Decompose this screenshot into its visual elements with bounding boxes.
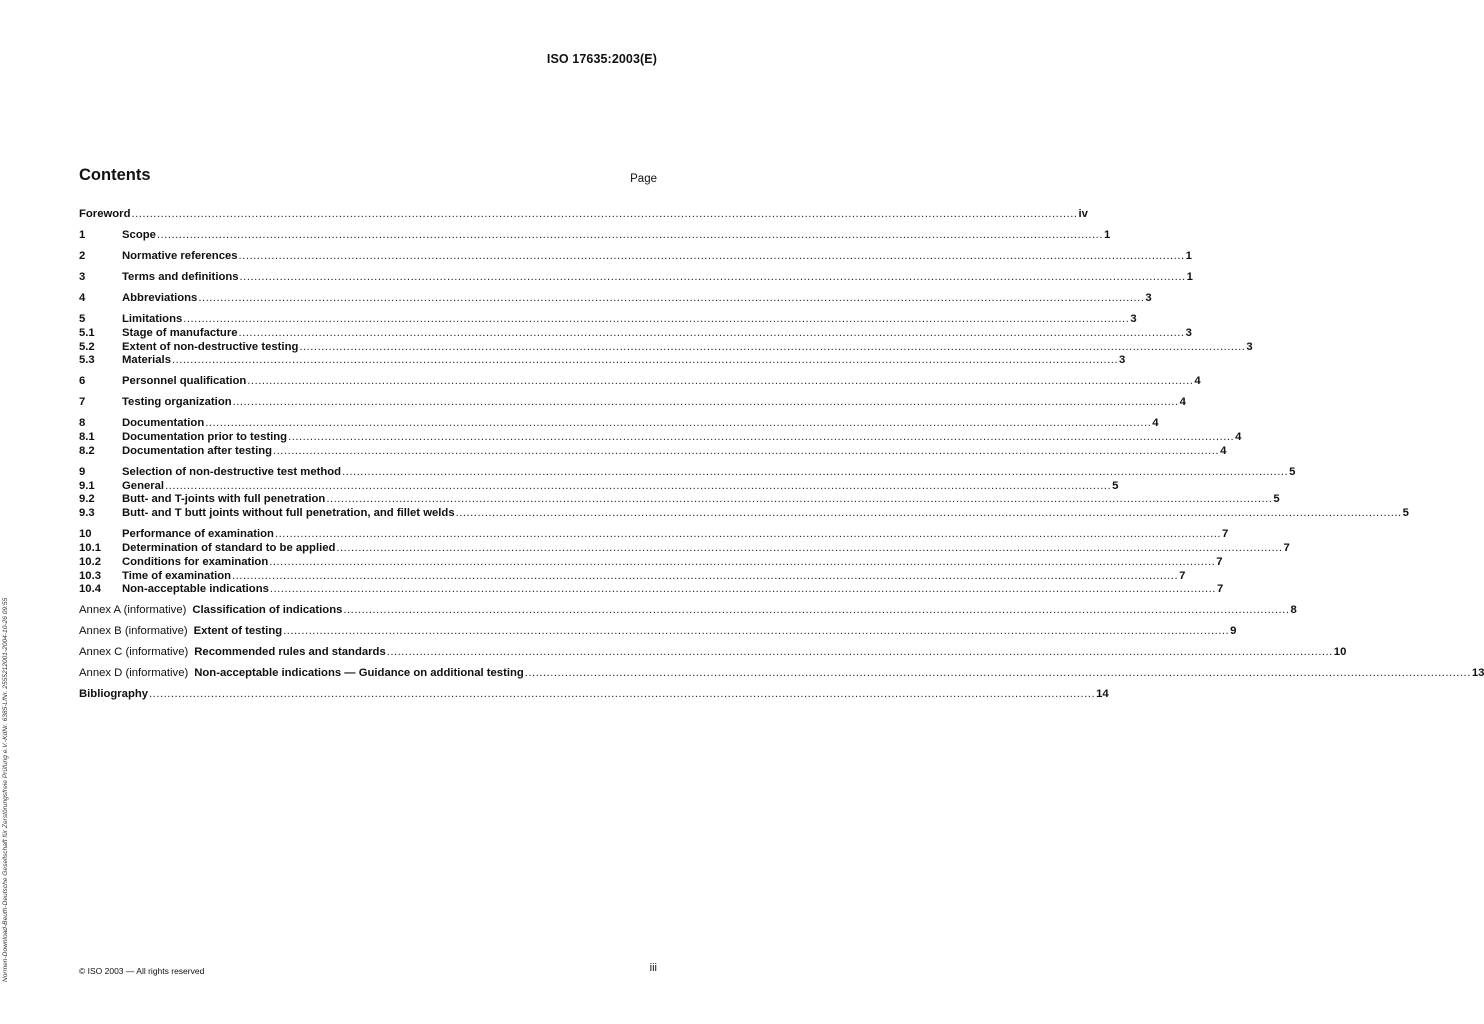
toc-entry-page: 1 [1103, 228, 1111, 241]
toc-entry-number: 10.4 [79, 583, 101, 596]
toc-entry[interactable] [79, 569, 1186, 584]
toc-entry[interactable] [79, 507, 1409, 521]
toc-entry-number: 9.3 [79, 507, 95, 520]
dot-leader: .................................................................................................................................................................................................................................................................... [171, 354, 1119, 367]
toc-entry-annex: Annex D (informative) [79, 667, 189, 680]
toc-entry[interactable] [79, 228, 1111, 243]
table-of-contents [79, 208, 1484, 702]
toc-entry-page: iv [1078, 208, 1088, 220]
toc-entry-number: 1 [79, 228, 86, 241]
toc-entry-page: 9 [1230, 625, 1237, 638]
toc-entry-title: Terms and definitions [122, 270, 239, 283]
toc-entry-title: Foreword [79, 208, 131, 220]
toc-entry-title: Classification of indications [192, 604, 343, 617]
toc-entry-title: Documentation prior to testing [122, 431, 288, 444]
dot-leader: .................................................................................................................................................................................................................................................................... [131, 208, 1078, 220]
toc-entry-page: 3 [1119, 354, 1126, 367]
dot-leader: .................................................................................................................................................................................................................................................................... [524, 667, 1471, 680]
toc-entry-page: 7 [1216, 555, 1223, 568]
toc-entry-title: Selection of non-destructive test method [122, 465, 342, 478]
toc-entry-page: 5 [1289, 465, 1296, 478]
dot-leader: .................................................................................................................................................................................................................................................................... [238, 326, 1185, 339]
toc-entry-number: 8.2 [79, 444, 95, 457]
toc-entry-number: 5.1 [79, 326, 95, 339]
page-number: iii [649, 962, 657, 974]
dot-leader: .................................................................................................................................................................................................................................................................... [232, 569, 1179, 582]
dot-leader: .................................................................................................................................................................................................................................................................... [149, 688, 1096, 701]
toc-entry-title: Determination of standard to be applied [122, 542, 336, 555]
toc-entry-number: 9 [79, 465, 86, 478]
dot-leader: .................................................................................................................................................................................................................................................................... [326, 493, 1273, 506]
toc-entry-page: 4 [1152, 417, 1159, 430]
toc-entry-title: Extent of non-destructive testing [122, 340, 299, 353]
toc-entry-page: 3 [1246, 340, 1253, 353]
toc-entry-title: Time of examination [122, 569, 232, 582]
toc-entry-page: 10 [1333, 646, 1347, 659]
contents-title: Contents [79, 166, 151, 184]
toc-entry-title: Conditions for examination [122, 555, 269, 568]
toc-entry-page: 5 [1273, 493, 1280, 506]
dot-leader: .................................................................................................................................................................................................................................................................... [239, 270, 1186, 283]
toc-entry[interactable] [79, 583, 1224, 597]
toc-entry-annex: Annex A (informative) [79, 604, 187, 617]
toc-entry-title: Recommended rules and standards [194, 646, 386, 659]
toc-entry-page: 7 [1179, 569, 1186, 582]
toc-entry-title: Documentation after testing [122, 444, 273, 457]
toc-entry-number: 10.2 [79, 555, 101, 568]
toc-entry-title: Non-acceptable indications — Guidance on additional testing [194, 667, 524, 680]
dot-leader: .................................................................................................................................................................................................................................................................... [336, 542, 1283, 555]
toc-entry[interactable] [79, 465, 1296, 480]
toc-entry[interactable] [79, 646, 1347, 660]
toc-entry-number: 10.3 [79, 569, 101, 582]
toc-entry-page: 14 [1096, 688, 1109, 701]
toc-entry-title: Performance of examination [122, 528, 274, 541]
toc-entry-page: 5 [1112, 479, 1119, 492]
dot-leader: .................................................................................................................................................................................................................................................................... [247, 375, 1194, 388]
toc-entry-page: 3 [1185, 326, 1192, 339]
dot-leader: .................................................................................................................................................................................................................................................................... [283, 625, 1230, 638]
toc-entry-annex: Annex C (informative) [79, 646, 189, 659]
toc-entry-title: Abbreviations [122, 291, 198, 304]
document-id: ISO 17635:2003(E) [546, 52, 657, 66]
toc-entry[interactable] [79, 312, 1137, 327]
dot-leader: .................................................................................................................................................................................................................................................................... [232, 396, 1179, 409]
toc-entry-number: 10.1 [79, 542, 101, 555]
dot-leader: .................................................................................................................................................................................................................................................................... [343, 604, 1290, 617]
toc-entry[interactable] [79, 667, 1484, 681]
toc-entry-number: 8.1 [79, 431, 95, 444]
dot-leader: .................................................................................................................................................................................................................................................................... [238, 249, 1185, 262]
toc-entry-title: Non-acceptable indications [122, 583, 269, 596]
toc-entry-number: 10 [79, 528, 92, 541]
toc-entry[interactable] [79, 354, 1126, 368]
toc-entry[interactable] [79, 493, 1280, 507]
toc-entry[interactable] [79, 326, 1192, 341]
toc-entry[interactable] [79, 688, 1109, 702]
toc-entry-title: Butt- and T butt joints without full penetration, and fillet welds [122, 507, 455, 520]
dot-leader: .................................................................................................................................................................................................................................................................... [205, 417, 1152, 430]
dot-leader: .................................................................................................................................................................................................................................................................... [269, 555, 1216, 568]
toc-entry-title: Documentation [122, 417, 205, 430]
toc-entry-title: Testing organization [122, 396, 232, 409]
page-column-label: Page [630, 173, 657, 185]
toc-entry-page: 5 [1402, 507, 1409, 520]
toc-entry-title: Butt- and T-joints with full penetration [122, 493, 326, 506]
toc-entry-page: 7 [1283, 542, 1290, 555]
toc-entry-number: 8 [79, 417, 86, 430]
toc-entry-page: 1 [1185, 249, 1192, 262]
toc-entry-title: Extent of testing [193, 625, 283, 638]
toc-entry-annex: Annex B (informative) [79, 625, 188, 638]
toc-entry-title: Limitations [122, 312, 183, 325]
toc-entry-title: Scope [122, 228, 156, 241]
toc-entry-number: 2 [79, 249, 86, 262]
toc-entry-page: 13 [1471, 667, 1484, 680]
toc-entry[interactable] [79, 270, 1193, 285]
toc-entry[interactable] [79, 375, 1201, 389]
toc-entry-number: 6 [79, 375, 86, 388]
toc-entry[interactable] [79, 396, 1186, 410]
toc-entry-number: 9.2 [79, 493, 95, 506]
toc-entry-page: 3 [1145, 291, 1152, 304]
dot-leader: .................................................................................................................................................................................................................................................................... [288, 431, 1235, 444]
toc-entry-title: Bibliography [79, 688, 149, 701]
toc-entry-title: Materials [122, 354, 171, 367]
dot-leader: .................................................................................................................................................................................................................................................................... [274, 528, 1221, 541]
toc-entry[interactable] [79, 249, 1192, 264]
toc-entry-number: 4 [79, 291, 86, 304]
dot-leader: .................................................................................................................................................................................................................................................................... [455, 507, 1402, 520]
toc-entry-number: 5.3 [79, 354, 95, 367]
toc-entry[interactable] [79, 208, 1088, 222]
toc-entry-number: 7 [79, 396, 86, 409]
toc-entry-title: General [122, 479, 165, 492]
dot-leader: .................................................................................................................................................................................................................................................................... [342, 465, 1289, 478]
toc-entry-title: Personnel qualification [122, 375, 247, 388]
toc-entry-number: 5 [79, 312, 86, 325]
toc-entry[interactable] [79, 542, 1290, 556]
toc-entry-page: 4 [1220, 444, 1227, 457]
toc-entry-number: 3 [79, 270, 86, 283]
toc-entry[interactable] [79, 604, 1297, 618]
toc-entry[interactable] [79, 417, 1159, 431]
download-watermark-note: Normen-Download-Beuth-Deutsche Gesellschaft für Zerstörungsfreie Prüfung e.V.-KdNr. 6385-LfNr. 2555212001-2004-10-26 09:55 [2, 597, 9, 982]
toc-entry-page: 1 [1186, 270, 1193, 283]
toc-entry[interactable] [79, 555, 1223, 570]
dot-leader: .................................................................................................................................................................................................................................................................... [299, 340, 1246, 353]
toc-entry-number: 5.2 [79, 340, 95, 353]
toc-entry[interactable] [79, 479, 1119, 494]
copyright-notice: © ISO 2003 — All rights reserved [79, 966, 205, 976]
toc-entry-page: 4 [1194, 375, 1201, 388]
dot-leader: .................................................................................................................................................................................................................................................................... [165, 479, 1112, 492]
toc-entry-page: 4 [1179, 396, 1186, 409]
toc-entry[interactable] [79, 340, 1253, 355]
dot-leader: .................................................................................................................................................................................................................................................................... [156, 228, 1103, 241]
toc-entry-title: Stage of manufacture [122, 326, 238, 339]
dot-leader: .................................................................................................................................................................................................................................................................... [386, 646, 1333, 659]
toc-entry[interactable] [79, 291, 1152, 306]
dot-leader: .................................................................................................................................................................................................................................................................... [269, 583, 1216, 596]
toc-entry-page: 7 [1216, 583, 1224, 596]
toc-entry[interactable] [79, 431, 1242, 445]
dot-leader: .................................................................................................................................................................................................................................................................... [183, 312, 1130, 325]
toc-entry-page: 8 [1290, 604, 1297, 617]
dot-leader: .................................................................................................................................................................................................................................................................... [198, 291, 1145, 304]
toc-entry-page: 7 [1221, 528, 1229, 541]
toc-entry[interactable] [79, 528, 1229, 542]
toc-entry-page: 4 [1235, 431, 1242, 444]
toc-entry-title: Normative references [122, 249, 238, 262]
dot-leader: .................................................................................................................................................................................................................................................................... [273, 444, 1220, 457]
toc-entry[interactable] [79, 625, 1237, 639]
toc-entry-number: 9.1 [79, 479, 95, 492]
toc-entry-page: 3 [1130, 312, 1137, 325]
toc-entry[interactable] [79, 444, 1227, 459]
